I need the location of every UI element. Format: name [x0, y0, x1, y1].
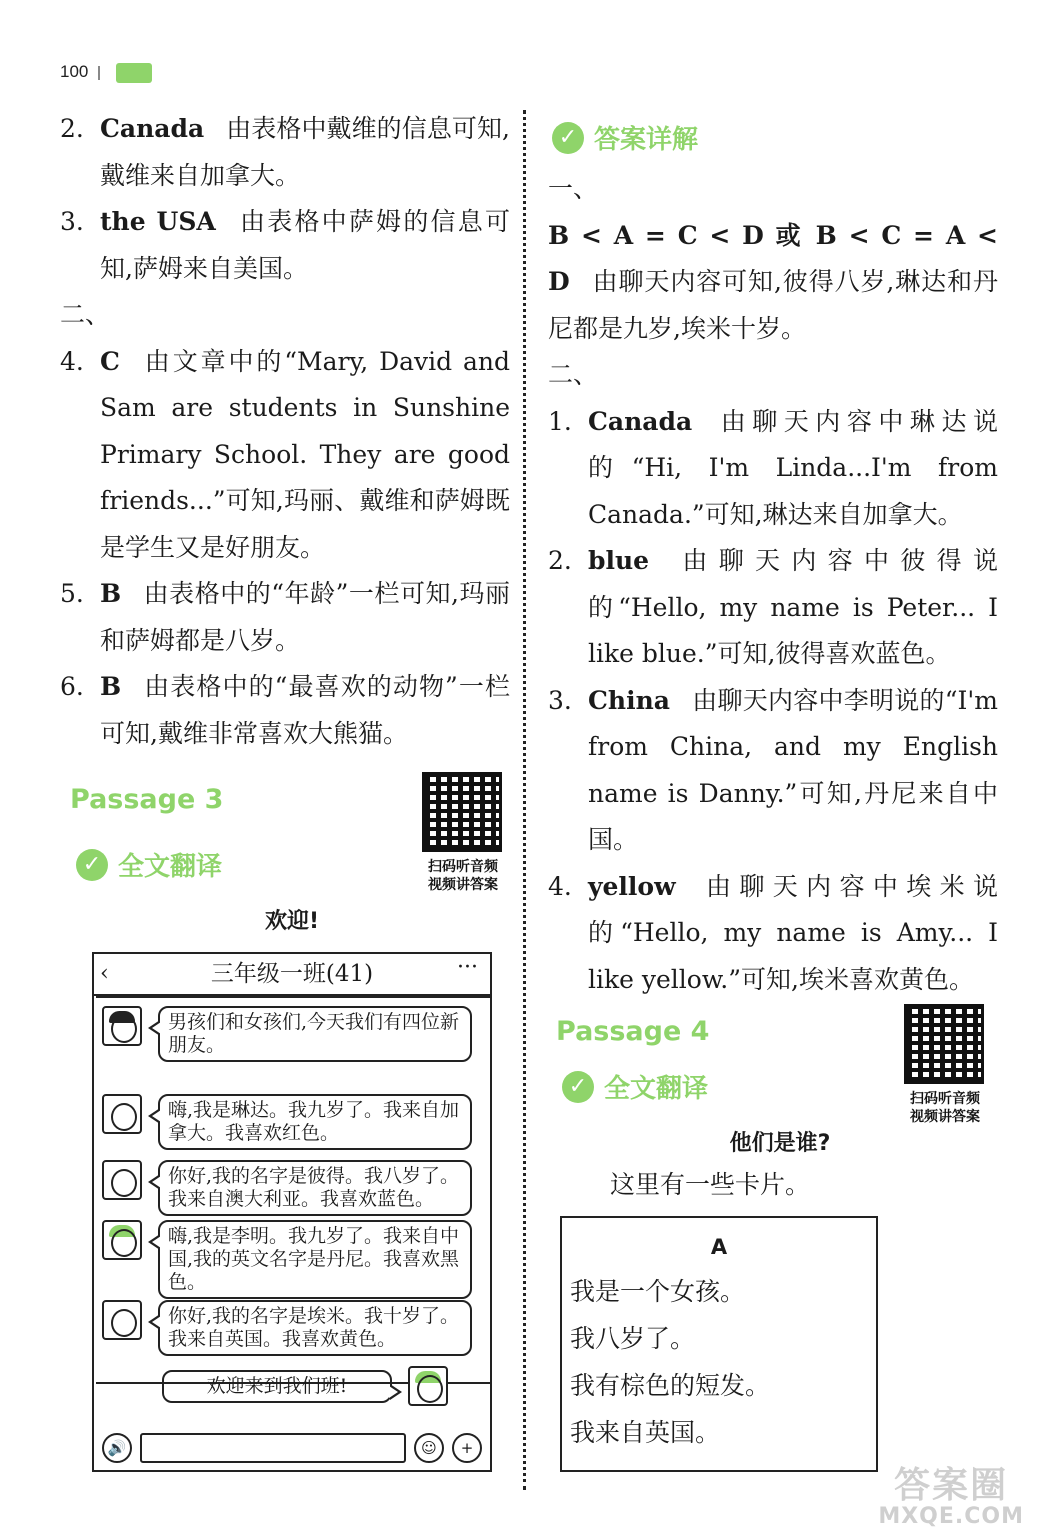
- watermark-line: 答案圈: [894, 1465, 1009, 1507]
- voice-icon: 🔊: [102, 1433, 132, 1463]
- qr-caption: [900, 1090, 990, 1126]
- explanation-text: 由表格中戴维的信息可知,戴维来自加拿大。: [100, 114, 510, 190]
- chat-body: [96, 996, 490, 1384]
- explanation-text: 由表格中的“最喜欢的动物”一栏可知,戴维非常喜欢大熊猫。: [100, 672, 510, 748]
- answer-detail-heading: [552, 119, 698, 156]
- card-line: 我来自英国。: [570, 1418, 721, 1447]
- answer-item: [60, 106, 510, 199]
- explanation-text: 由文章中的“Mary, David and Sam are students in Sunshine Primary School. They are good friends...”可知,玛丽、戴维和萨姆既是学生又是好朋友。: [100, 346, 510, 562]
- check-icon: ✓: [76, 849, 108, 881]
- message-bubble: 你好,我的名字是埃米。我十岁了。我来自英国。我喜欢黄色。: [158, 1300, 472, 1356]
- card-line: 我是一个女孩。: [570, 1277, 746, 1306]
- chat-message: [102, 1094, 472, 1150]
- message-bubble: 你好,我的名字是彼得。我八岁了。我来自澳大利亚。我喜欢蓝色。: [158, 1160, 472, 1216]
- chat-message: [102, 1300, 472, 1356]
- chat-message: [102, 1220, 472, 1299]
- answer-text: blue: [588, 546, 650, 575]
- item-number: 6.: [60, 672, 84, 701]
- item-number: 5.: [60, 579, 84, 608]
- boy-avatar-icon: [102, 1220, 142, 1260]
- qr-caption-line: 视频讲答案: [428, 877, 498, 893]
- answer-item: [548, 399, 998, 539]
- answer-item: [60, 664, 510, 757]
- passage-4-title: Passage 4: [556, 1016, 710, 1047]
- qr-caption-line: 扫码听音频: [428, 859, 498, 875]
- reply-message: [162, 1366, 448, 1406]
- section-heading: 一、: [548, 174, 599, 203]
- explanation-text: 由聊天内容中琳达说的“Hi, I'm Linda...I'm from Canada.”可知,琳达来自加拿大。: [588, 406, 998, 529]
- explanation-text: 由表格中的“年龄”一栏可知,玛丽和萨姆都是八岁。: [100, 579, 510, 655]
- answer-item: [60, 571, 510, 664]
- qr-code-icon: [904, 1004, 984, 1084]
- translation-heading: [562, 1068, 708, 1105]
- more-icon: ···: [457, 955, 478, 980]
- message-bubble: 嗨,我是李明。我九岁了。我来自中国,我的英文名字是丹尼。我喜欢黑色。: [158, 1220, 472, 1299]
- answer-item: [548, 864, 998, 1004]
- card-label: A: [710, 1235, 728, 1259]
- student-avatar-icon: [408, 1366, 448, 1406]
- answer-item: [60, 199, 510, 292]
- explanation-text: 由聊天内容可知,彼得八岁,琳达和丹尼都是九岁,埃米十岁。: [548, 267, 998, 343]
- check-icon: ✓: [552, 122, 584, 154]
- section-heading: 二、: [60, 300, 111, 329]
- chat-title: 三年级一班(41): [210, 961, 374, 987]
- answer-text: the USA: [100, 207, 216, 236]
- answer-text: Canada: [100, 114, 205, 143]
- answer-text: B < A = C < D 或 B < C = A < D: [548, 220, 998, 296]
- qr-block: [418, 772, 508, 894]
- plus-icon: +: [452, 1433, 482, 1463]
- emoji-icon: ☺: [414, 1433, 444, 1463]
- teacher-avatar-icon: [102, 1006, 142, 1046]
- item-number: 4.: [60, 346, 84, 376]
- qr-caption-line: 扫码听音频: [910, 1091, 980, 1107]
- header-divider: [98, 66, 100, 80]
- chat-input-box: [140, 1433, 406, 1463]
- girl-avatar-icon: [102, 1300, 142, 1340]
- qr-caption-line: 视频讲答案: [910, 1109, 980, 1125]
- explanation-text: 由聊天内容中埃米说的“Hello, my name is Amy... I like yellow.”可知,埃米喜欢黄色。: [588, 871, 998, 994]
- right-column: [548, 166, 998, 1003]
- watermark: [878, 1467, 1024, 1528]
- qr-code-icon: [422, 772, 502, 852]
- left-column: [60, 106, 510, 757]
- card-line: 我有棕色的短发。: [570, 1371, 771, 1400]
- answer-paragraph: [548, 213, 998, 353]
- translation-heading: [76, 846, 222, 883]
- item-number: 3.: [548, 685, 572, 715]
- girl-avatar-icon: [102, 1094, 142, 1134]
- explanation-text: 由表格中萨姆的信息可知,萨姆来自美国。: [100, 207, 510, 283]
- header-tag: [116, 63, 152, 83]
- info-card: [560, 1216, 878, 1472]
- watermark-line: MXQE.COM: [878, 1503, 1024, 1529]
- reply-bubble: 欢迎来到我们班!: [162, 1370, 392, 1403]
- answer-text: B: [100, 672, 122, 701]
- boy-avatar-icon: [102, 1160, 142, 1200]
- intro-text: 这里有一些卡片。: [610, 1170, 811, 1199]
- answer-text: B: [100, 579, 122, 608]
- answer-item: [548, 538, 998, 678]
- answer-text: C: [100, 346, 120, 376]
- chat-message: [102, 1160, 472, 1216]
- answer-text: Canada: [588, 406, 693, 436]
- qr-caption: [418, 858, 508, 894]
- article-title: 欢迎!: [264, 909, 320, 934]
- message-bubble: 男孩们和女孩们,今天我们有四位新朋友。: [158, 1006, 472, 1062]
- answer-item: [548, 678, 998, 864]
- answer-detail-label: 答案详解: [594, 125, 699, 155]
- item-number: 1.: [548, 406, 572, 436]
- item-number: 2.: [548, 546, 572, 575]
- back-icon: ‹: [100, 961, 109, 986]
- chat-input-bar: [94, 1426, 490, 1470]
- answer-text: yellow: [588, 871, 676, 901]
- answer-item: [60, 339, 510, 572]
- message-bubble: 嗨,我是琳达。我九岁了。我来自加拿大。我喜欢红色。: [158, 1094, 472, 1150]
- item-number: 2.: [60, 114, 84, 143]
- passage-3-title: Passage 3: [70, 784, 224, 815]
- chat-window: [92, 952, 492, 1472]
- page-number: 100: [60, 62, 89, 81]
- translation-label: 全文翻译: [604, 1074, 709, 1104]
- item-number: 3.: [60, 207, 84, 236]
- answer-text: China: [588, 685, 670, 715]
- article-title: 他们是谁?: [729, 1131, 831, 1156]
- card-line: 我八岁了。: [570, 1324, 696, 1353]
- explanation-text: 由聊天内容中李明说的“I'm from China, and my English name is Danny.”可知,丹尼来自中国。: [588, 685, 998, 854]
- translation-label: 全文翻译: [118, 852, 223, 882]
- column-divider: [523, 110, 526, 1490]
- chat-message: [102, 1006, 472, 1062]
- item-number: 4.: [548, 871, 572, 901]
- chat-header: [94, 954, 490, 996]
- explanation-text: 由聊天内容中彼得说的“Hello, my name is Peter... I like blue.”可知,彼得喜欢蓝色。: [588, 546, 998, 668]
- qr-block: [900, 1004, 990, 1126]
- check-icon: ✓: [562, 1071, 594, 1103]
- section-heading: 二、: [548, 360, 599, 389]
